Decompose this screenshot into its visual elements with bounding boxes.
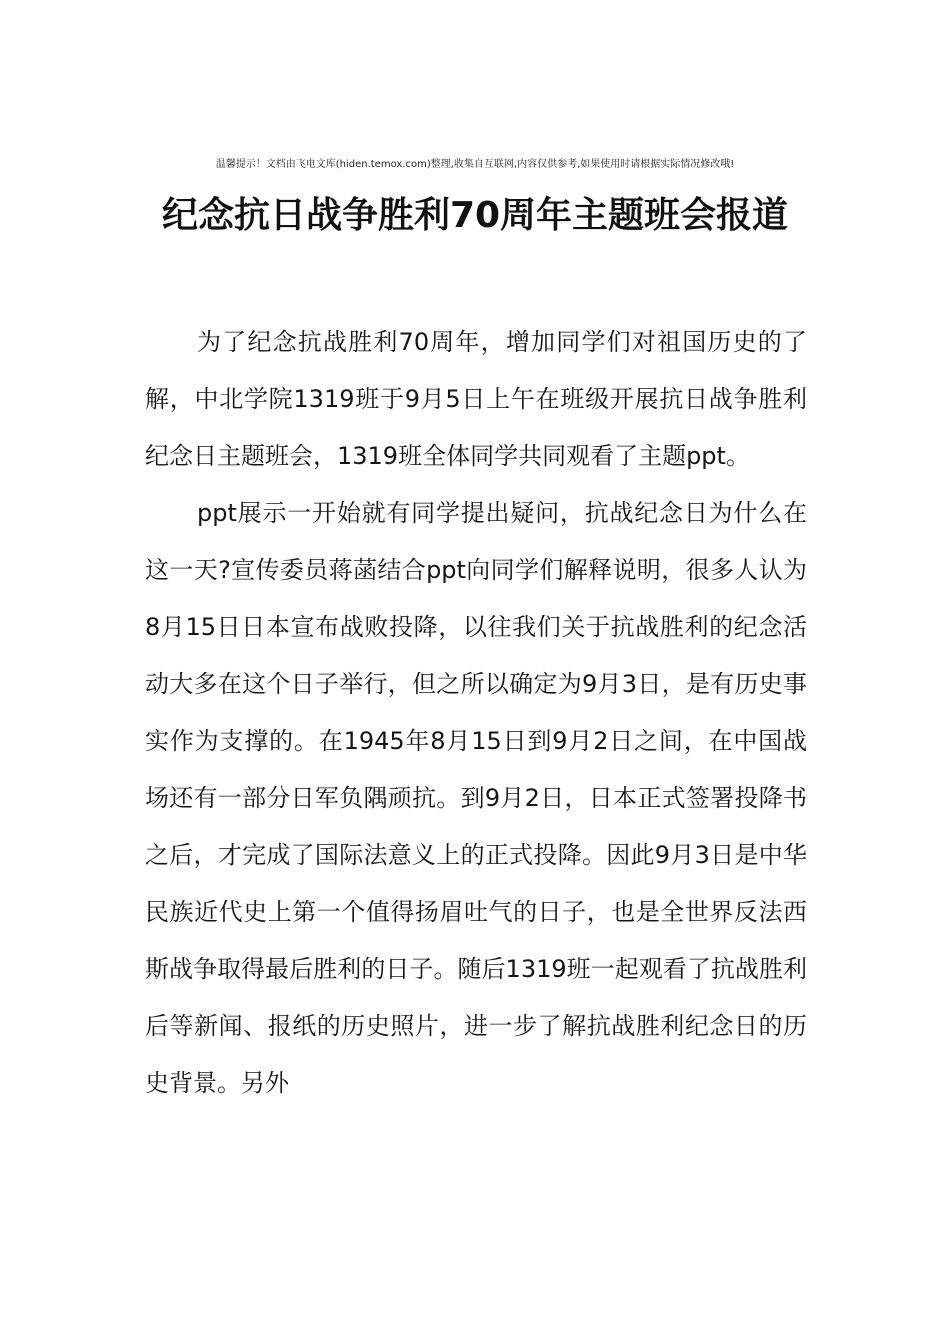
document-title: 纪念抗日战争胜利70周年主题班会报道 [161, 195, 789, 236]
paragraph: ppt展示一开始就有同学提出疑问，抗战纪念日为什么在这一天?宣传委员蒋菡结合ppt向同学们解释说明，很多人认为8月15日日本宣布战败投降，以往我们关于抗战胜利的纪念活动大多在这个日子举行，但之所以确定为9月3日，是有历史事实作为支撑的。在1945年8月15日到9月2日之间，在中国战场还有一部分日军负隅顽抗。到9月2日，日本正式签署投降书之后，才完成了国际法意义上的正式投降。因此9月3日是中华民族近代史上第一个值得扬眉吐气的日子，也是全世界反法西斯战争取得最后胜利的日子。随后1319班一起观看了抗战胜利后等新闻、报纸的历史照片，进一步了解抗战胜利纪念日的历史背景。另外 [145, 499, 807, 1097]
download-notice: 温馨提示！文档由飞电文库(hiden.temox.com)整理,收集自互联网,内容仅供参考,如果使用时请根据实际情况修改哦! [215, 159, 735, 170]
document-body [145, 314, 807, 1112]
paragraph: 为了纪念抗战胜利70周年，增加同学们对祖国历史的了解，中北学院1319班于9月5日上午在班级开展抗日战争胜利纪念日主题班会，1319班全体同学共同观看了主题ppt。 [145, 328, 807, 470]
